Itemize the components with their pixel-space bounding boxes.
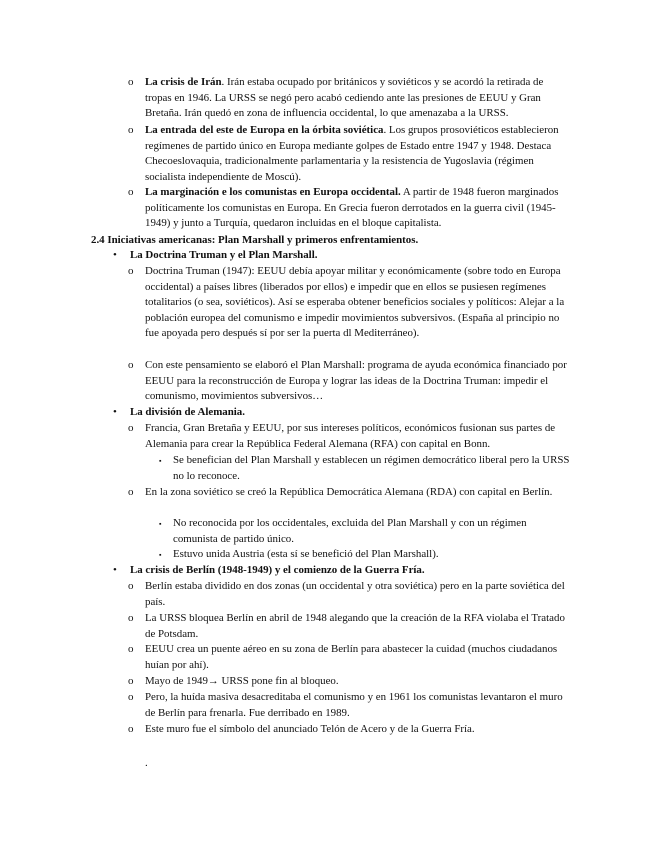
list-item-text [145, 185, 568, 232]
list-item-text: EEUU crea un puente aéreo en su zona de Berlín para abastecer la cuidad (muchos ciudadanos huían por ahí). [145, 643, 558, 671]
circle-bullet-icon: o [128, 486, 134, 498]
sub-item-rda-2 [159, 547, 571, 563]
circle-bullet-icon: o [128, 675, 134, 687]
circle-bullet-icon: o [128, 265, 134, 277]
list-item-text: Berlín estaba dividido en dos zonas (un occidental y otra soviética) pero en la parte soviética del país. [145, 580, 565, 608]
circle-bullet-icon: o [128, 612, 134, 624]
section-heading: 2.4 Iniciativas americanas: Plan Marshall y primeros enfrentamientos. [91, 234, 419, 246]
bullet-title: La división de Alemania. [130, 406, 245, 418]
circle-bullet-icon: o [128, 76, 134, 88]
item-bold-title: La crisis de Irán [145, 76, 222, 88]
list-item-iron-curtain [128, 722, 568, 738]
bullet-berlin [113, 563, 573, 579]
sub-item-text: Estuvo unida Austria (esta sí se benefició del Plan Marshall). [173, 548, 439, 560]
bullet-icon: • [113, 406, 117, 418]
list-item-truman-doctrine [128, 264, 568, 342]
list-item-text: Doctrina Truman (1947): EEUU debía apoyar militar y económicamente (sobre todo en Europa occidental) a países libres (liberados por ellos) e impedir que en ellos se pusiesen regímenes totalitarios (o sea, soviéticos). Así se esperaba obtener beneficios sociales y políticos: Alejar a la población europea del comunismo e impedir movimientos subversivos. (España al principio no fue apoyada pero después sí por ser la puerta dl Mediterráneo). [145, 265, 565, 340]
circle-bullet-icon: o [128, 691, 134, 703]
list-item-text: La URSS bloquea Berlín en abril de 1948 alegando que la creación de la RFA violaba el Tratado de Potsdam. [145, 612, 565, 640]
item-body: A partir de 1948 fueron marginados políticamente los comunistas en Europa. En Grecia fueron derrotados en la guerra civil (1945-1949) y junto a Turquía, quedaron incluidas en el bloque capitalista. [145, 186, 559, 230]
list-item-berlin-wall [128, 690, 568, 721]
list-item-text: Mayo de 1949→ URSS pone fin al bloqueo. [145, 675, 339, 687]
sub-item-rda-1 [159, 516, 571, 547]
item-body: . Irán estaba ocupado por británicos y soviéticos y se acordó la retirada de tropas en 1946. La URSS se negó pero acabó cediendo ante las presiones de EEUU y Gran Bretaña. Irán quedó en zona de influencia occidental, lo que amenazaba a la URSS. [145, 76, 544, 120]
list-item-text: Pero, la huída masiva desacreditaba el comunismo y en 1961 los comunistas levantaron el muro de Berlín para frenarla. Fue derribado en 1989. [145, 691, 563, 719]
item-bold-title: La marginación e los comunistas en Europa occidental. [145, 186, 401, 198]
list-item-text: Con este pensamiento se elaboró el Plan Marshall: programa de ayuda económica financiado por EEUU para la reconstrucción de Europa y lograr las ideas de la Doctrina Truman: impedir el comunismo, movimientos subversivos… [145, 359, 567, 403]
circle-bullet-icon: o [128, 124, 134, 136]
bullet-icon: • [113, 249, 117, 261]
list-item-east-europe [128, 123, 568, 185]
circle-bullet-icon: o [128, 580, 134, 592]
sub-item-text: No reconocida por los occidentales, excluida del Plan Marshall y con un régimen comunista de partido único. [173, 517, 527, 545]
bullet-title: La Doctrina Truman y el Plan Marshall. [130, 249, 318, 261]
circle-bullet-icon: o [128, 422, 134, 434]
list-item-rfa [128, 421, 568, 452]
list-item-text: Francia, Gran Bretaña y EEUU, por sus intereses políticos, económicos fusionan sus partes de Alemania para crear la República Federal Alemana (RFA) con capital en Bonn. [145, 422, 556, 450]
square-bullet-icon: ▪ [159, 520, 162, 528]
list-item-berlin-zones [128, 579, 568, 610]
square-bullet-icon: ▪ [159, 551, 162, 559]
circle-bullet-icon: o [128, 186, 134, 198]
trailing-period: . [145, 757, 148, 769]
list-item-marshall-plan [128, 358, 568, 405]
list-item-blockade-end [128, 674, 568, 690]
circle-bullet-icon: o [128, 643, 134, 655]
square-bullet-icon: ▪ [159, 457, 162, 465]
list-item-berlin-blockade [128, 611, 568, 642]
list-item-text [145, 123, 568, 185]
bullet-title: La crisis de Berlín (1948-1949) y el comienzo de la Guerra Fría. [130, 564, 425, 576]
sub-item-rfa [159, 453, 571, 484]
list-item-text [145, 75, 568, 122]
bullet-truman [113, 248, 573, 264]
item-body: . Los grupos prosoviéticos establecieron regímenes de partido único en Europa mediante golpes de Estado entre 1947 y 1948. Destaca Checoeslovaquia, tradicionalmente parlamentaria y la resistencia de Yugoslavia (régimen socialista independiente de Moscú). [145, 124, 559, 183]
circle-bullet-icon: o [128, 359, 134, 371]
item-bold-title: La entrada del este de Europa en la órbita soviética [145, 124, 384, 136]
list-item-airlift [128, 642, 568, 673]
sub-item-text: Se benefician del Plan Marshall y establecen un régimen democrático liberal pero la URSS no lo reconoce. [173, 454, 570, 482]
circle-bullet-icon: o [128, 723, 134, 735]
list-item-text: Este muro fue el símbolo del anunciado Telón de Acero y de la Guerra Fría. [145, 723, 475, 735]
bullet-icon: • [113, 564, 117, 576]
bullet-germany [113, 405, 573, 421]
list-item-rda [128, 485, 568, 501]
list-item-west-communists [128, 185, 568, 232]
list-item-iran [128, 75, 568, 122]
list-item-text: En la zona soviético se creó la República Democrática Alemana (RDA) con capital en Berlín. [145, 486, 553, 498]
